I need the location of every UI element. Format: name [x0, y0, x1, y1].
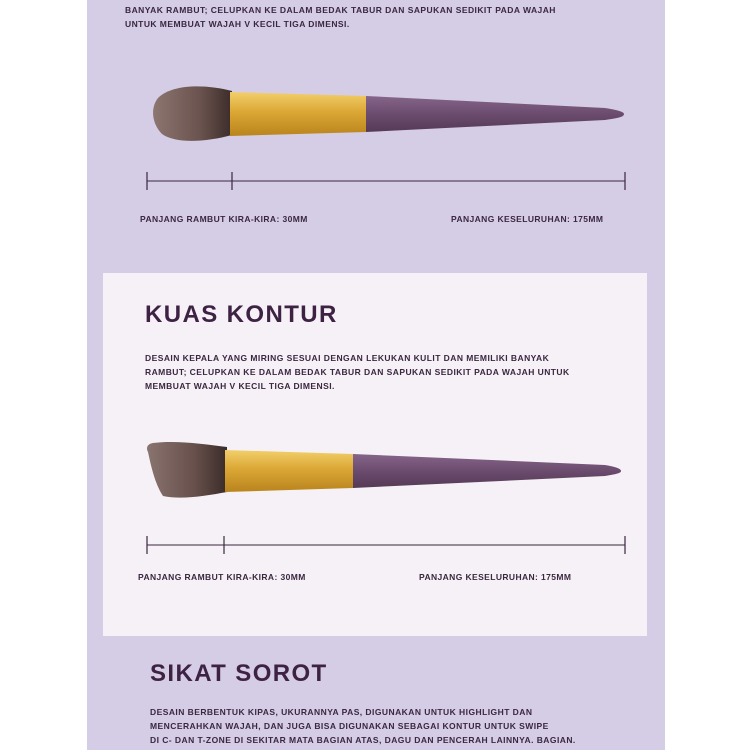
section1-description [125, 3, 645, 31]
highlight-brush-title: SIKAT SOROT [150, 660, 328, 687]
section2-measurement-ruler [146, 536, 628, 554]
section2-desc-line2: RAMBUT; CELUPKAN KE DALAM BEDAK TABUR DAN SAPUKAN SEDIKIT PADA WAJAH UNTUK [145, 367, 570, 377]
section1-desc-line2: UNTUK MEMBUAT WAJAH V KECIL TIGA DIMENSI. [125, 19, 350, 29]
section2-total-length-label: PANJANG KESELURUHAN: 175MM [419, 572, 572, 582]
section3-description [150, 705, 650, 747]
section1-measurement-ruler [146, 172, 628, 190]
section1-desc-line1: BANYAK RAMBUT; CELUPKAN KE DALAM BEDAK TABUR DAN SAPUKAN SEDIKIT PADA WAJAH [125, 5, 556, 15]
contour-brush-image [145, 438, 627, 506]
section3-desc-line3: DI C- DAN T-ZONE DI SEKITAR MATA BAGIAN ATAS, DAGU DAN PENCERAH LAINNYA. BAGIAN. [150, 735, 576, 745]
section1-hair-length-label: PANJANG RAMBUT KIRA-KIRA: 30MM [140, 214, 308, 224]
section2-description [145, 351, 635, 393]
section2-hair-length-label: PANJANG RAMBUT KIRA-KIRA: 30MM [138, 572, 306, 582]
section1-total-length-label: PANJANG KESELURUHAN: 175MM [451, 214, 604, 224]
section2-desc-line1: DESAIN KEPALA YANG MIRING SESUAI DENGAN LEKUKAN KULIT DAN MEMILIKI BANYAK [145, 353, 550, 363]
powder-brush-image [150, 80, 630, 148]
section3-desc-line2: MENCERAHKAN WAJAH, DAN JUGA BISA DIGUNAKAN SEBAGAI KONTUR UNTUK SWIPE [150, 721, 549, 731]
section3-desc-line1: DESAIN BERBENTUK KIPAS, UKURANNYA PAS, DIGUNAKAN UNTUK HIGHLIGHT DAN [150, 707, 533, 717]
section2-desc-line3: MEMBUAT WAJAH V KECIL TIGA DIMENSI. [145, 381, 335, 391]
contour-brush-title: KUAS KONTUR [145, 301, 338, 328]
